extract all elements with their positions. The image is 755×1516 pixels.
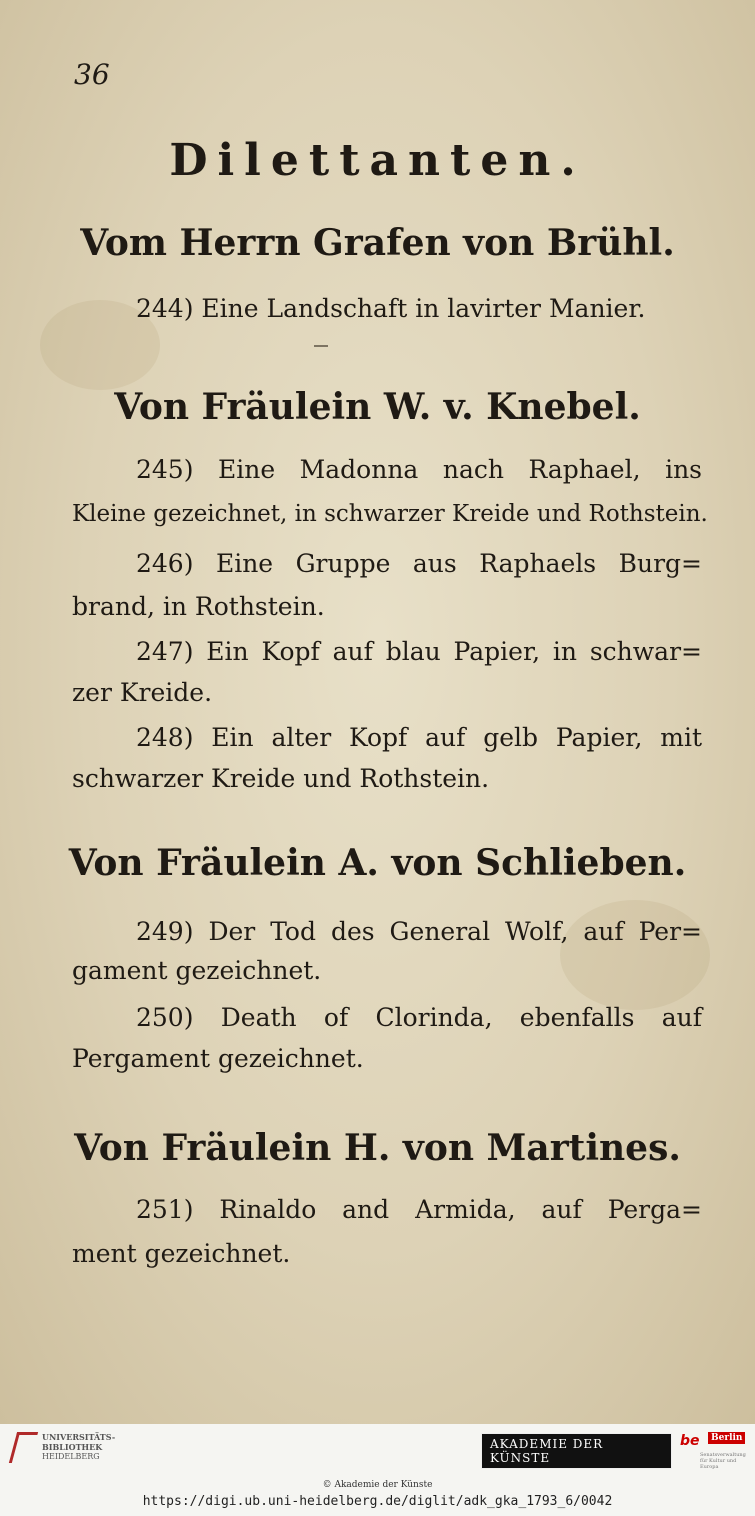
permalink-url[interactable]: https://digi.ub.uni-heidelberg.de/diglit/adk_gka_1793_6/0042	[142, 1494, 613, 1509]
akademie-der-kuenste-logo[interactable]	[481, 1433, 672, 1469]
entry-line: 245) Eine Madonna nach Raphael, ins	[136, 455, 702, 484]
entry-line: ment gezeichnet.	[72, 1239, 291, 1268]
entry-line: schwarzer Kreide und Rothstein.	[72, 764, 490, 793]
ub-logo-text	[42, 1432, 115, 1462]
entry-line: Kleine gezeichnet, in schwarzer Kreide und Rothstein.	[72, 501, 708, 527]
berlin-tag: Berlin	[708, 1432, 745, 1444]
ub-logo-line: HEIDELBERG	[42, 1452, 100, 1461]
entry-line: gament gezeichnet.	[72, 956, 322, 985]
ub-logo-line: BIBLIOTHEK	[42, 1442, 103, 1452]
divider	[314, 345, 328, 347]
copyright-notice: © Akademie der Künste	[322, 1480, 433, 1490]
section-title: Von Fräulein H. von Martines.	[74, 1127, 681, 1169]
section-title: Von Fräulein A. von Schlieben.	[68, 842, 687, 884]
entry-line: Pergament gezeichnet.	[72, 1044, 364, 1073]
entry-line: 251) Rinaldo and Armida, auf Perga=	[136, 1195, 702, 1224]
be-berlin-mark: be	[680, 1433, 700, 1449]
section-title: Von Fräulein W. v. Knebel.	[114, 386, 641, 428]
entry-line: 244) Eine Landschaft in lavirter Manier.	[136, 294, 646, 323]
entry-line: zer Kreide.	[72, 678, 213, 707]
entry-line: 247) Ein Kopf auf blau Papier, in schwar=	[136, 637, 702, 666]
berlin-subtitle: Senatsverwaltung für Kultur und Europa	[700, 1452, 746, 1470]
entry-line: 250) Death of Clorinda, ebenfalls auf	[136, 1003, 702, 1032]
entry-line: 248) Ein alter Kopf auf gelb Papier, mit	[136, 723, 702, 752]
page-heading: Dilettanten.	[169, 135, 586, 186]
ub-logo-icon	[10, 1430, 36, 1464]
entry-line: brand, in Rothstein.	[72, 592, 325, 621]
section-title: Vom Herrn Grafen von Brühl.	[80, 222, 675, 264]
berlin-senate-logo[interactable]	[680, 1430, 744, 1472]
ub-logo-line: UNIVERSITÄTS-	[42, 1432, 116, 1442]
entry-line: 246) Eine Gruppe aus Raphaels Burg=	[136, 549, 702, 578]
adk-logo-text: AKADEMIE DER KÜNSTE	[481, 1433, 672, 1469]
page-number: 36	[74, 58, 110, 91]
ub-heidelberg-logo[interactable]	[10, 1430, 115, 1464]
entry-line: 249) Der Tod des General Wolf, auf Per=	[136, 917, 702, 946]
